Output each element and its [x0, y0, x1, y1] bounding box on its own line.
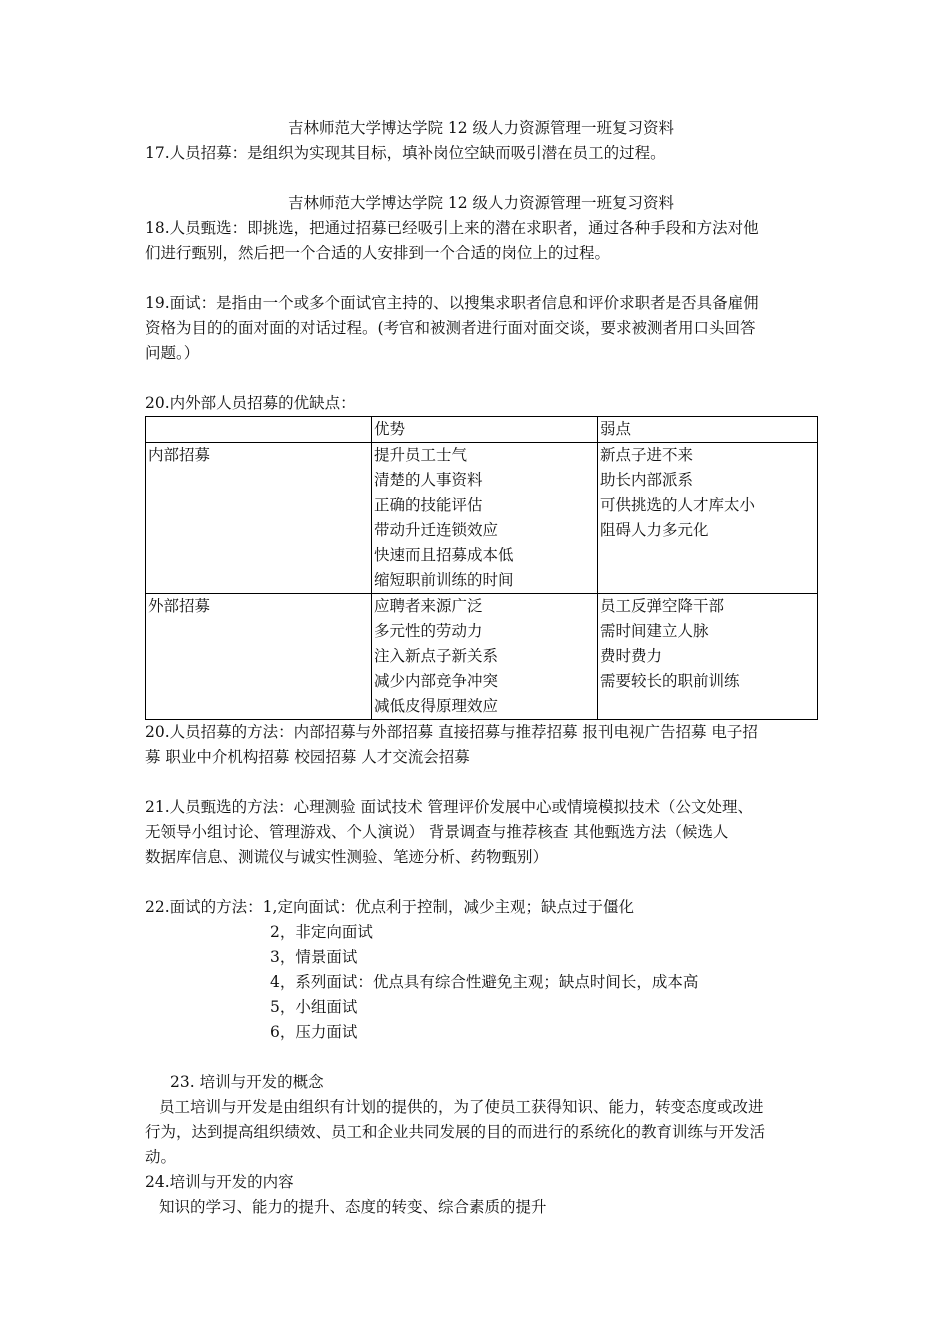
interview-methods-list	[145, 920, 817, 1045]
item-18-line: 18.人员甄选：即挑选，把通过招募已经吸引上来的潜在求职者，通过各种手段和方法对他	[145, 219, 759, 237]
strengths-cell	[372, 594, 598, 720]
weakness-item: 新点子进不来	[600, 446, 694, 464]
strength-item: 应聘者来源广泛	[374, 597, 483, 615]
weakness-item: 助长内部派系	[600, 471, 694, 489]
table-header-cell: 优势	[372, 417, 598, 443]
table-header-cell: 弱点	[598, 417, 818, 443]
list-item: 2，非定向面试	[270, 923, 373, 941]
document-page	[145, 116, 817, 1220]
strength-item: 缩短职前训练的时间	[374, 571, 514, 589]
strengths-cell	[372, 443, 598, 594]
page-header: 吉林师范大学博达学院 12 级人力资源管理一班复习资料	[287, 119, 675, 137]
strength-item: 正确的技能评估	[374, 496, 483, 514]
recruitment-comparison-table	[145, 416, 818, 720]
strength-item: 多元性的劳动力	[374, 622, 483, 640]
item-19-line: 资格为目的的面对面的对话过程。(考官和被测者进行面对面交谈，要求被测者用口头回答	[145, 319, 756, 337]
list-item: 6，压力面试	[270, 1023, 358, 1041]
item-21-line: 无领导小组讨论、管理游戏、个人演说） 背景调查与推荐核查 其他甄选方法（候选人	[145, 823, 729, 841]
item-23-title: 23. 培训与开发的概念	[170, 1073, 324, 1091]
item-22-first: 22.面试的方法：1,定向面试：优点利于控制，减少主观；缺点过于僵化	[145, 898, 634, 916]
item-24-title: 24.培训与开发的内容	[145, 1173, 294, 1191]
item-21-line: 21.人员甄选的方法：心理测验 面试技术 管理评价发展中心或情境模拟技术（公文处理、	[145, 798, 754, 816]
strength-item: 提升员工士气	[374, 446, 468, 464]
item-20b-line: 20.人员招募的方法：内部招募与外部招募 直接招募与推荐招募 报刊电视广告招募 电子招	[145, 723, 758, 741]
weakness-item: 员工反弹空降干部	[600, 597, 725, 615]
item-19-line: 19.面试：是指由一个或多个面试官主持的、以搜集求职者信息和评价求职者是否具备雇佣	[145, 294, 759, 312]
table-header-row	[146, 417, 818, 443]
item-17: 17.人员招募：是组织为实现其目标，填补岗位空缺而吸引潜在员工的过程。	[145, 144, 666, 162]
strength-item: 清楚的人事资料	[374, 471, 483, 489]
item-23-body-line: 员工培训与开发是由组织有计划的提供的，为了使员工获得知识、能力，转变态度或改进	[159, 1098, 764, 1116]
strength-item: 带动升迁连锁效应	[374, 521, 499, 539]
item-20b-line: 募 职业中介机构招募 校园招募 人才交流会招募	[145, 748, 470, 766]
weakness-item: 费时费力	[600, 647, 663, 665]
weakness-item: 需时间建立人脉	[600, 622, 709, 640]
page-header: 吉林师范大学博达学院 12 级人力资源管理一班复习资料	[287, 194, 675, 212]
strength-item: 减少内部竞争冲突	[374, 672, 499, 690]
item-21-line: 数据库信息、测谎仪与诚实性测验、笔迹分析、药物甄别）	[145, 848, 549, 866]
row-label: 内部招募	[146, 443, 372, 594]
weakness-item: 阻碍人力多元化	[600, 521, 709, 539]
item-19-line: 问题。）	[145, 344, 200, 362]
list-item: 5，小组面试	[270, 998, 358, 1016]
list-item: 4，系列面试：优点具有综合性避免主观；缺点时间长，成本高	[270, 973, 699, 991]
item-18-line: 们进行甄别，然后把一个合适的人安排到一个合适的岗位上的过程。	[145, 244, 611, 262]
weaknesses-cell	[598, 594, 818, 720]
table-row	[146, 443, 818, 594]
weaknesses-cell	[598, 443, 818, 594]
strength-item: 注入新点子新关系	[374, 647, 499, 665]
item-23-body-line: 动。	[145, 1148, 177, 1166]
strength-item: 快速而且招募成本低	[374, 546, 514, 564]
item-20-title: 20.内外部人员招募的优缺点：	[145, 394, 356, 412]
weakness-item: 可供挑选的人才库太小	[600, 496, 756, 514]
item-23-body-line: 行为，达到提高组织绩效、员工和企业共同发展的目的而进行的系统化的教育训练与开发活	[145, 1123, 766, 1141]
item-24-body: 知识的学习、能力的提升、态度的转变、综合素质的提升	[159, 1198, 547, 1216]
table-header-cell	[146, 417, 372, 443]
table-row	[146, 594, 818, 720]
weakness-item: 需要较长的职前训练	[600, 672, 740, 690]
row-label: 外部招募	[146, 594, 372, 720]
strength-item: 减低皮得原理效应	[374, 697, 499, 715]
list-item: 3，情景面试	[270, 948, 358, 966]
